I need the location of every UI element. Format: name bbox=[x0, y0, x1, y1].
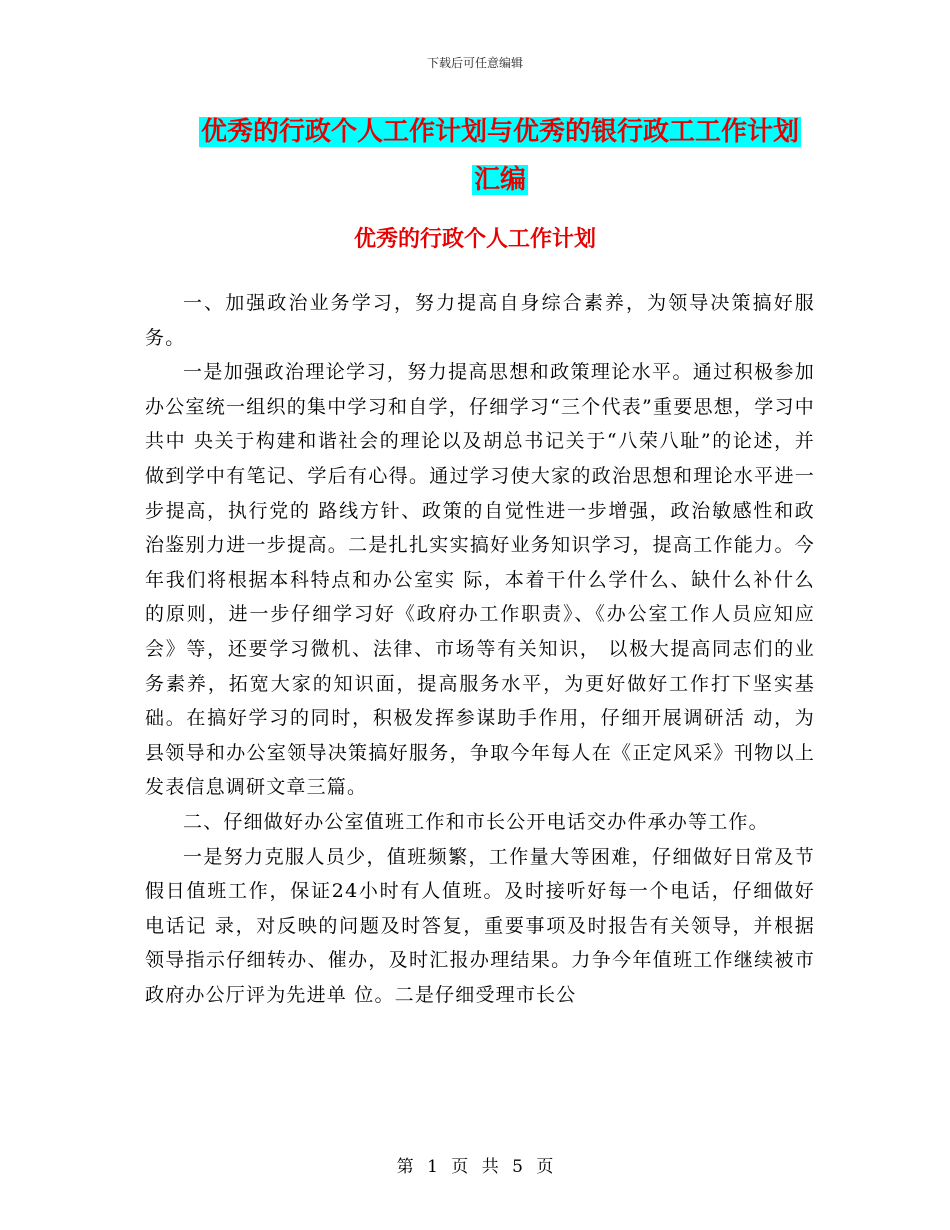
document-body bbox=[145, 286, 815, 1012]
paragraph: 一是努力克服人员少，值班频繁，工作量大等困难，仔细做好日常及节假日值班工作，保证24小时有人值班。及时接听好每一个电话，仔细做好电话记 录，对反映的问题及时答复，重要事项及时报告有关领导，并根据领导指示仔细转办、催办，及时汇报办理结果。力争今年值班工作继续被市政府办公厅评为先进单 位。二是仔细受理市长公 bbox=[145, 845, 815, 1006]
section-title: 优秀的行政个人工作计划 bbox=[353, 227, 596, 252]
header-note: 下载后可任意编辑 bbox=[426, 56, 523, 70]
document-title-line-1: 优秀的行政个人工作计划与优秀的银行政工工作计划 bbox=[200, 117, 799, 147]
paragraph: 一、加强政治业务学习，努力提高自身综合素养，为领导决策搞好服务。 bbox=[145, 292, 815, 349]
paragraph: 一是加强政治理论学习，努力提高思想和政策理论水平。通过积极参加办公室统一组织的集中学习和自学，仔细学习“三个代表”重要思想，学习中共中 央关于构建和谐社会的理论以及胡总书记关于“八荣八耻”的论述，并做到学中有笔记、学后有心得。通过学习使大家的政治思想和理论水平进一步提高，执行党的 路线方针、政策的自觉性进一步增强，政治敏感性和政治鉴别力进一步提高。二是扎扎实实搞好业务知识学习，提高工作能力。今年我们将根据本科特点和办公室实 际，本着干什么学什么、缺什么补什么的原则，进一步仔细学习好《政府办工作职责》、《办公室工作人员应知应会》等，还要学习微机、法律、市场等有关知识， 以极大提高同志们的业务素养，拓宽大家的知识面，提高服务水平，为更好做好工作打下坚实基础。在搞好学习的同时，积极发挥参谋助手作用，仔细开展调研活 动，为县领导和办公室领导决策搞好服务，争取今年每人在《正定风采》刊物以上发表信息调研文章三篇。 bbox=[145, 361, 815, 799]
page-number: 第 1 页 共 5 页 bbox=[396, 1157, 554, 1177]
document-title-line-2: 汇编 bbox=[473, 165, 526, 195]
document-title bbox=[150, 108, 850, 204]
paragraph: 二、仔细做好办公室值班工作和市长公开电话交办件承办等工作。 bbox=[183, 810, 769, 833]
